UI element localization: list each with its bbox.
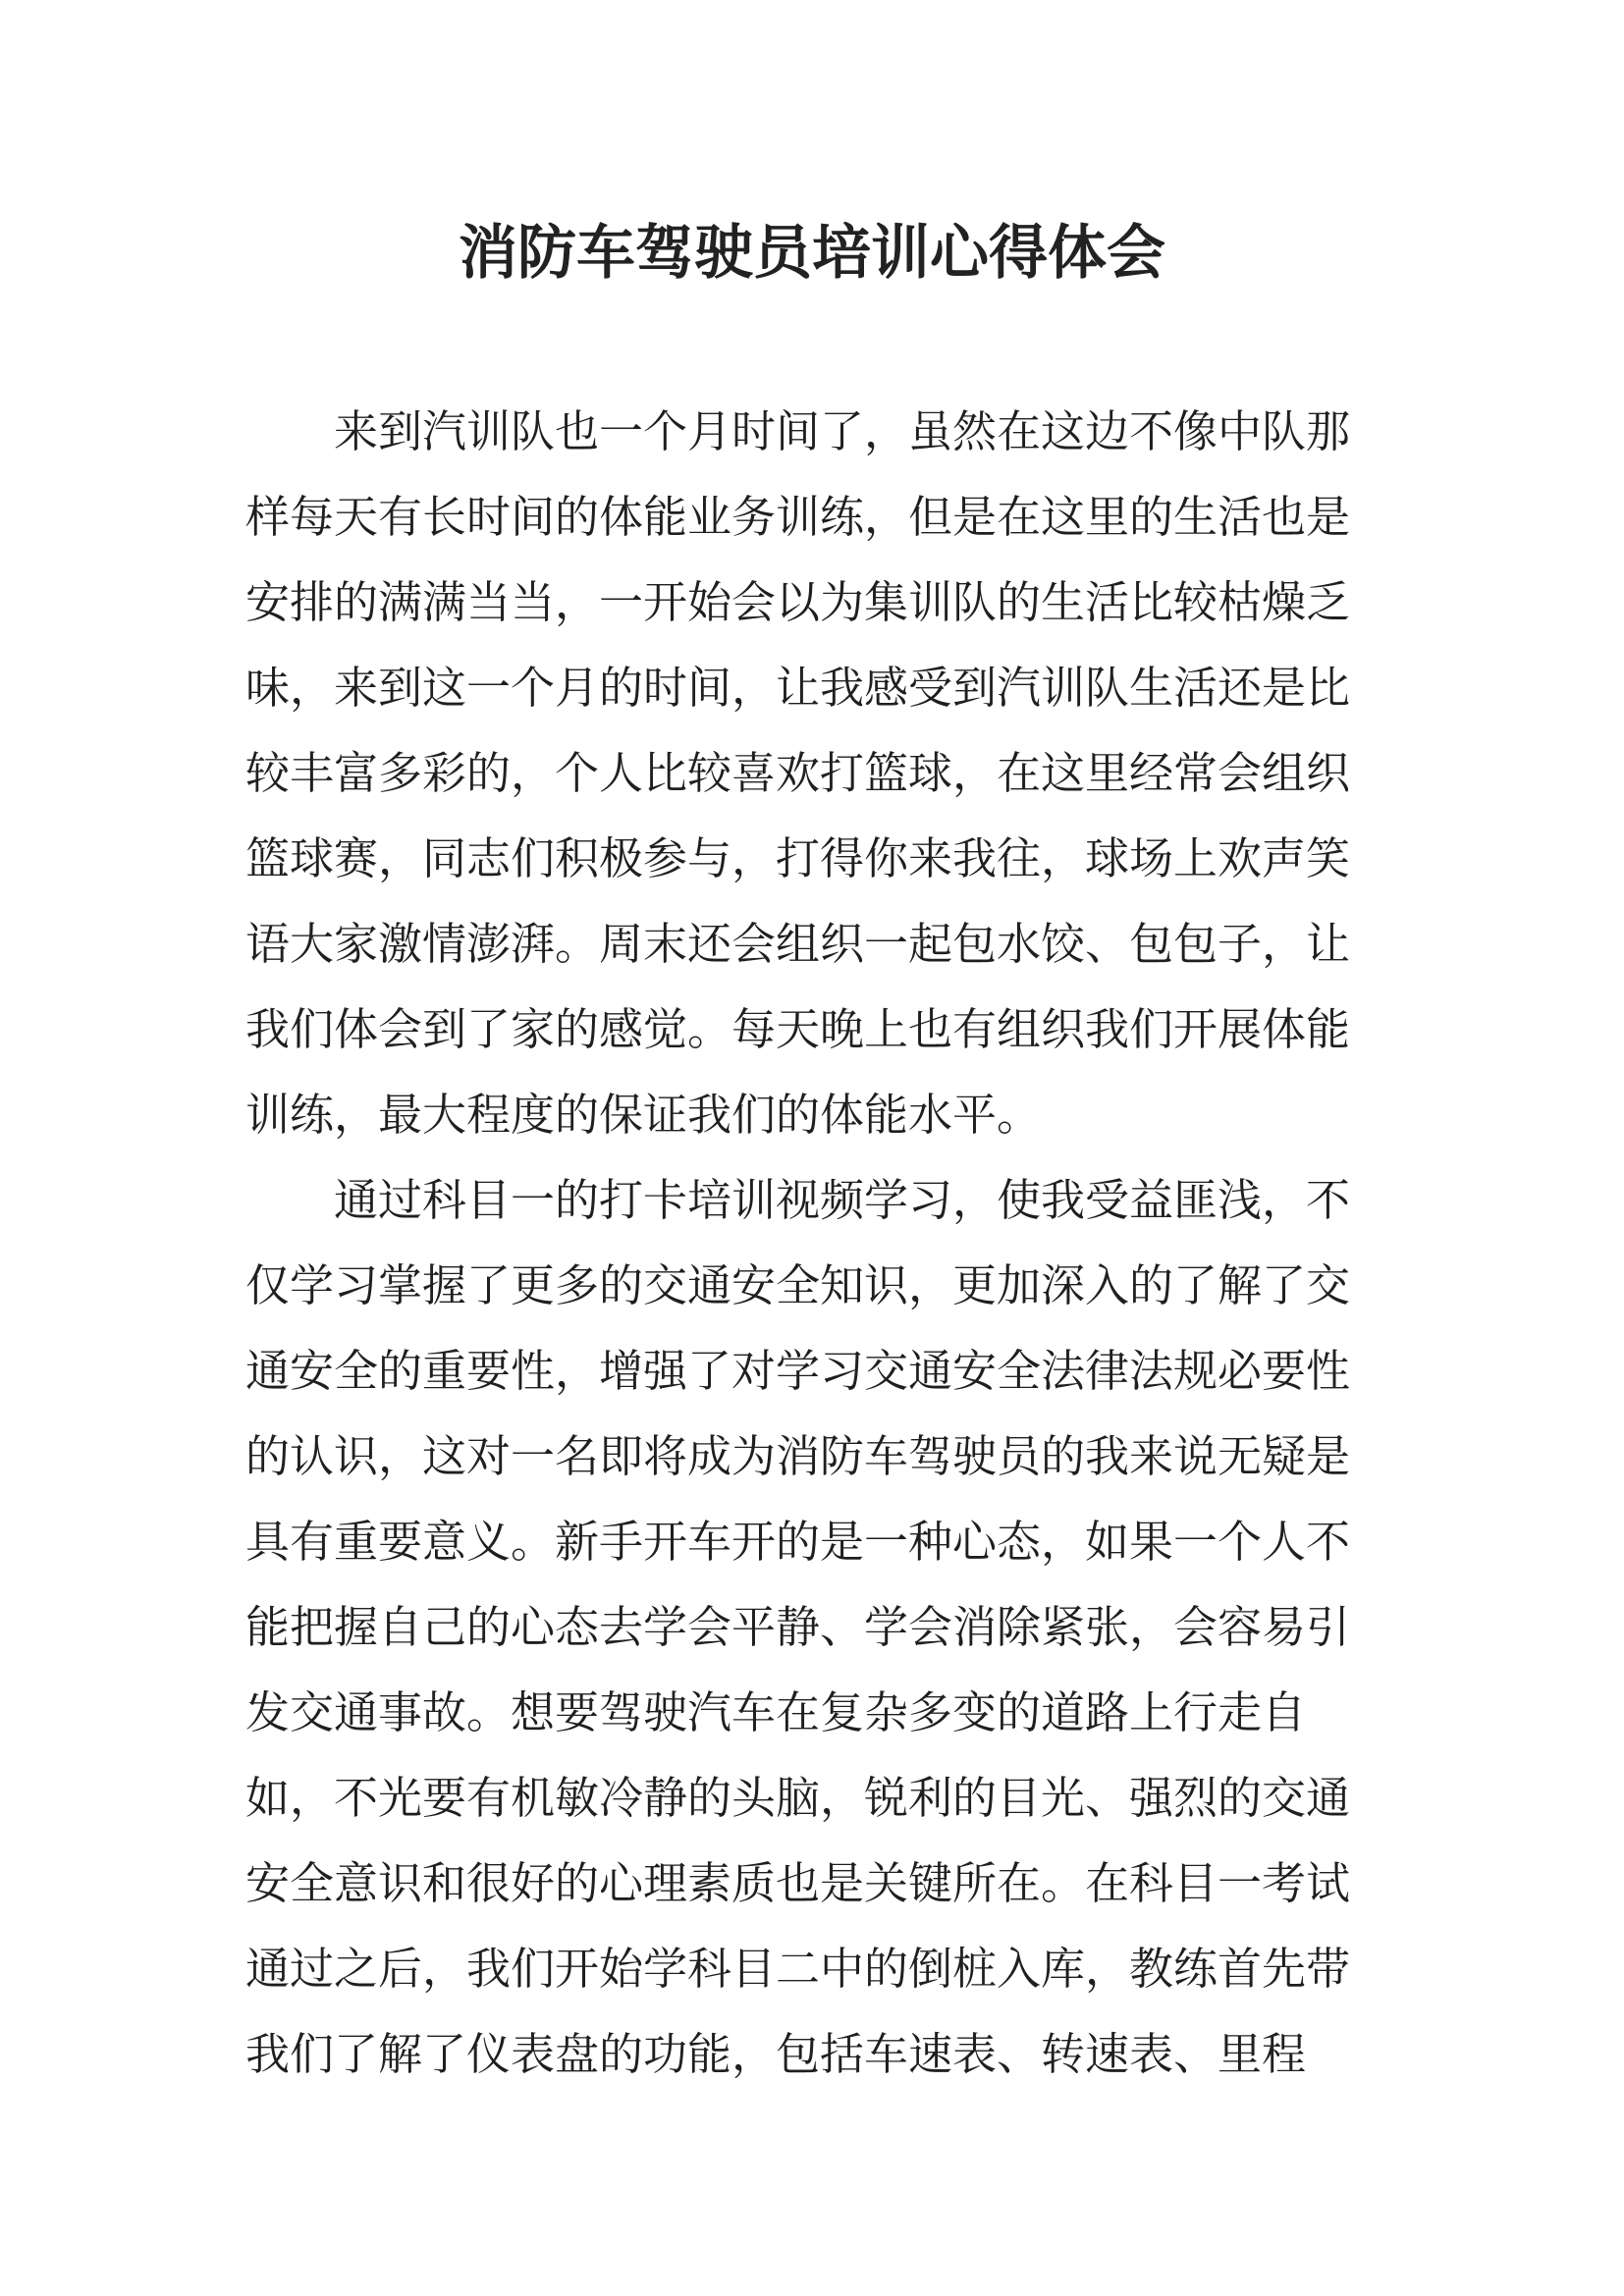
text-line: 我们了解了仪表盘的功能，包括车速表、转速表、里程 bbox=[245, 2028, 1307, 2080]
text-line: 我们体会到了家的感觉。每天晚上也有组织我们开展体能 bbox=[245, 1003, 1351, 1055]
text-line: 通过之后，我们开始学科目二中的倒桩入库，教练首先带 bbox=[245, 1943, 1351, 1995]
document-body bbox=[245, 389, 1355, 2097]
text-line: 通安全的重要性，增强了对学习交通安全法律法规必要性 bbox=[245, 1345, 1351, 1397]
text-line: 样每天有长时间的体能业务训练，但是在这里的生活也是 bbox=[245, 491, 1351, 543]
text-line: 能把握自己的心态去学会平静、学会消除紧张，会容易引 bbox=[245, 1601, 1351, 1653]
text-line: 通过科目一的打卡培训视频学习，使我受益匪浅，不 bbox=[334, 1174, 1351, 1226]
text-line: 如，不光要有机敏冷静的头脑，锐利的目光、强烈的交通 bbox=[245, 1772, 1351, 1824]
text-line: 篮球赛，同志们积极参与，打得你来我往，球场上欢声笑 bbox=[245, 832, 1351, 884]
paragraph-2 bbox=[245, 1157, 1355, 2097]
text-line: 语大家激情澎湃。周末还会组织一起包水饺、包包子，让 bbox=[245, 918, 1351, 970]
text-line: 发交通事故。想要驾驶汽车在复杂多变的道路上行走自 bbox=[245, 1686, 1307, 1738]
text-line: 具有重要意义。新手开车开的是一种心态，如果一个人不 bbox=[245, 1516, 1351, 1568]
text-line: 安全意识和很好的心理素质也是关键所在。在科目一考试 bbox=[245, 1857, 1351, 1909]
text-line: 仅学习掌握了更多的交通安全知识，更加深入的了解了交 bbox=[245, 1259, 1351, 1311]
text-line: 较丰富多彩的，个人比较喜欢打篮球，在这里经常会组织 bbox=[245, 747, 1351, 799]
text-line: 安排的满满当当，一开始会以为集训队的生活比较枯燥乏 bbox=[245, 576, 1351, 628]
text-line: 味，来到这一个月的时间，让我感受到汽训队生活还是比 bbox=[245, 662, 1351, 714]
text-line: 训练，最大程度的保证我们的体能水平。 bbox=[245, 1089, 1042, 1141]
text-line: 的认识，这对一名即将成为消防车驾驶员的我来说无疑是 bbox=[245, 1430, 1351, 1482]
text-line: 来到汽训队也一个月时间了，虽然在这边不像中队那 bbox=[334, 405, 1351, 457]
paragraph-1 bbox=[245, 389, 1355, 1157]
document-title: 消防车驾驶员培训心得体会 bbox=[459, 219, 1165, 288]
